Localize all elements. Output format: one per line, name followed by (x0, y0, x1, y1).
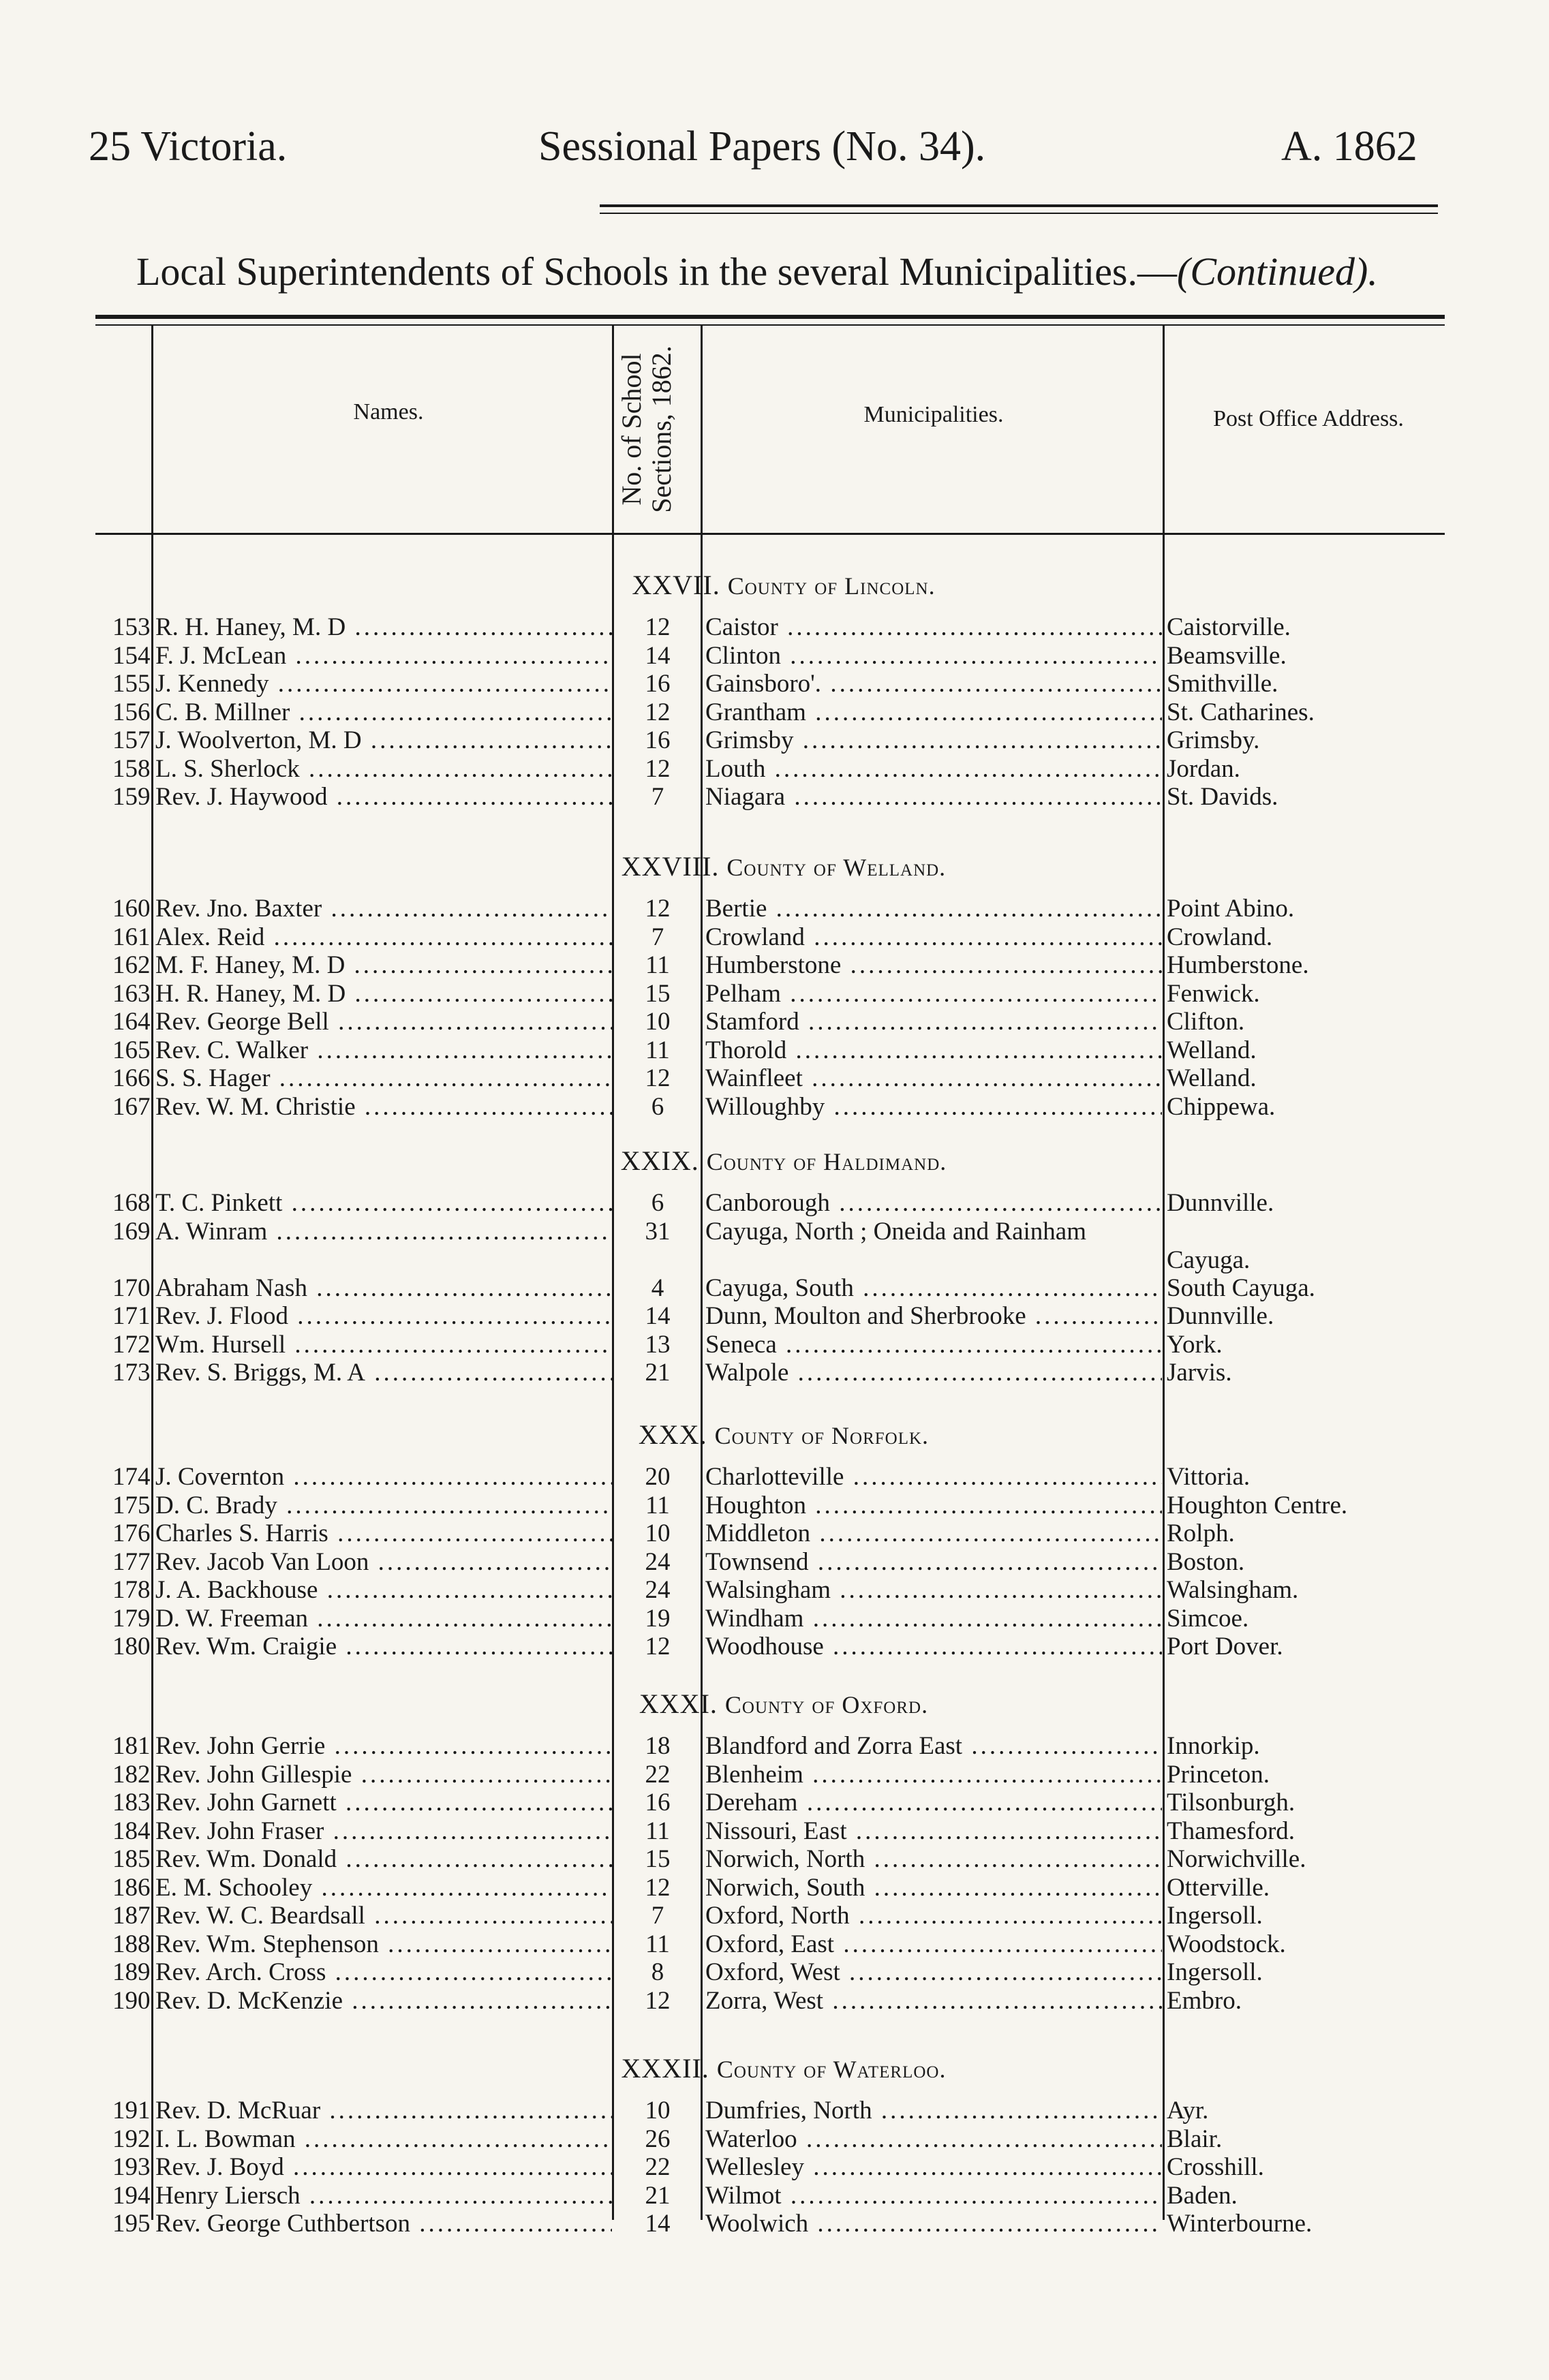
municipality: Caistor ..... (705, 613, 1162, 642)
post-office-address: Caistorville. (1167, 613, 1291, 641)
school-sections: 6 (651, 1189, 664, 1217)
municipality: Houghton ..... (705, 1492, 1162, 1520)
county-numeral: XXX. (638, 1419, 715, 1450)
post-office-address: Grimsby. (1167, 726, 1260, 754)
municipality: Dereham ..... (705, 1789, 1162, 1817)
municipality: Norwich, South ..... (705, 1874, 1162, 1902)
header-center: Sessional Papers (No. 34). (538, 123, 986, 170)
table-row (0, 951, 1549, 980)
table-row (0, 2182, 1549, 2210)
school-sections: 14 (645, 641, 671, 670)
table-row (0, 1633, 1549, 1661)
post-office-address: Walsingham. (1167, 1576, 1299, 1604)
post-office-address: Houghton Centre. (1167, 1491, 1348, 1519)
row-number: 178 (112, 1576, 151, 1604)
municipality: Oxford, West ..... (705, 1958, 1162, 1987)
post-office-address: Otterville. (1167, 1873, 1270, 1902)
row-number: 166 (112, 1064, 151, 1092)
superintendent-name: Rev. D. McKenzie ..... (155, 1987, 612, 2015)
row-number: 195 (112, 2210, 151, 2238)
table-row (0, 1930, 1549, 1959)
header-right: A. 1862 (1281, 123, 1417, 170)
post-office-address: Crosshill. (1167, 2153, 1264, 2181)
county-numeral: XXVII. (632, 570, 728, 600)
post-office-address: Welland. (1167, 1064, 1257, 1092)
table-row (0, 1064, 1549, 1093)
county-heading (136, 1145, 1431, 1177)
superintendent-name: D. C. Brady ..... (155, 1492, 612, 1520)
table-row (0, 1492, 1549, 1520)
row-number: 194 (112, 2181, 151, 2210)
table-row (0, 1463, 1549, 1492)
superintendent-name: Rev. W. M. Christie ..... (155, 1093, 612, 1122)
county-numeral: XXVIII. (621, 851, 727, 882)
county-heading (136, 1688, 1431, 1720)
post-office-address: Cayuga. (1167, 1246, 1251, 1274)
school-sections: 20 (645, 1463, 671, 1491)
row-number: 175 (112, 1491, 151, 1519)
school-sections: 15 (645, 1845, 671, 1873)
table-row (0, 2125, 1549, 2154)
table-row (0, 1189, 1549, 1218)
superintendent-name: H. R. Haney, M. D ..... (155, 980, 612, 1008)
post-office-address: Baden. (1167, 2181, 1238, 2210)
row-number: 168 (112, 1189, 151, 1217)
school-sections: 15 (645, 979, 671, 1008)
table-row (0, 783, 1549, 812)
superintendent-name: Rev. Wm. Stephenson ..... (155, 1930, 612, 1959)
school-sections: 12 (645, 1986, 671, 2015)
post-office-address: Smithville. (1167, 670, 1278, 698)
county-heading (136, 850, 1431, 882)
row-number: 159 (112, 783, 151, 811)
post-office-address: Ingersoll. (1167, 1958, 1263, 1986)
post-office-address: Ingersoll. (1167, 1902, 1263, 1930)
municipality: Grantham ..... (705, 698, 1162, 727)
county-name: County of Norfolk. (714, 1422, 930, 1449)
school-sections: 13 (645, 1330, 671, 1359)
row-number: 153 (112, 613, 151, 641)
municipality: Canborough ..... (705, 1189, 1162, 1218)
superintendent-name: T. C. Pinkett ..... (155, 1189, 612, 1218)
school-sections: 12 (645, 613, 671, 641)
row-number: 189 (112, 1958, 151, 1986)
post-office-address: Woodstock. (1167, 1930, 1286, 1958)
table-row (0, 1331, 1549, 1359)
municipality: Thorold ..... (705, 1036, 1162, 1065)
table-row (0, 1093, 1549, 1122)
superintendent-name: Rev. W. C. Beardsall ..... (155, 1902, 612, 1930)
table-row (0, 1874, 1549, 1902)
superintendent-name: L. S. Sherlock ..... (155, 755, 612, 784)
column-header-post-office: Post Office Address. (1213, 406, 1404, 431)
table-row (0, 698, 1549, 727)
municipality: Willoughby ..... (705, 1093, 1162, 1122)
post-office-address: Point Abino. (1167, 895, 1295, 923)
table-row (0, 1605, 1549, 1633)
post-office-address: Jordan. (1167, 754, 1240, 783)
school-sections: 21 (645, 2181, 671, 2210)
superintendent-name: Rev. John Gerrie ..... (155, 1732, 612, 1761)
municipality: Bertie ..... (705, 895, 1162, 923)
post-office-address: Rolph. (1167, 1519, 1235, 1547)
row-number: 167 (112, 1092, 151, 1121)
superintendent-name: J. Woolverton, M. D ..... (155, 726, 612, 755)
header-rule (600, 204, 1438, 207)
superintendent-name: Wm. Hursell ..... (155, 1331, 612, 1359)
page-title (136, 249, 1378, 294)
county-heading (136, 1419, 1431, 1451)
superintendent-name: M. F. Haney, M. D ..... (155, 951, 612, 980)
row-number: 187 (112, 1902, 151, 1930)
table-row (0, 1958, 1549, 1987)
row-number: 172 (112, 1330, 151, 1359)
post-office-address: Crowland. (1167, 923, 1273, 951)
municipality: Windham ..... (705, 1605, 1162, 1633)
post-office-address: Clifton. (1167, 1008, 1245, 1036)
table-row (0, 613, 1549, 642)
school-sections: 12 (645, 1633, 671, 1660)
table-row (0, 2097, 1549, 2125)
school-sections: 24 (645, 1547, 671, 1576)
school-sections: 19 (645, 1604, 671, 1633)
municipality: Woolwich ..... (705, 2210, 1162, 2238)
school-sections: 11 (645, 1491, 670, 1519)
post-office-address: St. Davids. (1167, 783, 1278, 811)
superintendent-name: Rev. S. Briggs, M. A ..... (155, 1359, 612, 1387)
post-office-address: Welland. (1167, 1036, 1257, 1064)
school-sections: 12 (645, 698, 671, 726)
table-top-rule (95, 315, 1445, 319)
post-office-address: Winterbourne. (1167, 2210, 1313, 2238)
row-number: 177 (112, 1547, 151, 1576)
row-number: 155 (112, 670, 151, 698)
county-heading (136, 2052, 1431, 2084)
row-number: 181 (112, 1732, 151, 1760)
row-number: 191 (112, 2097, 151, 2124)
municipality: Norwich, North ..... (705, 1845, 1162, 1874)
municipality: Wainfleet ..... (705, 1064, 1162, 1093)
municipality: Stamford ..... (705, 1008, 1162, 1036)
municipality: Clinton ..... (705, 642, 1162, 670)
county-heading (136, 569, 1431, 601)
table-row (0, 1359, 1549, 1387)
municipality: Humberstone ..... (705, 951, 1162, 980)
table-row (0, 1519, 1549, 1548)
school-sections: 4 (651, 1273, 664, 1302)
superintendent-name: J. A. Backhouse ..... (155, 1576, 612, 1605)
superintendent-name: Rev. C. Walker ..... (155, 1036, 612, 1065)
municipality: Charlotteville ..... (705, 1463, 1162, 1492)
post-office-address: Port Dover. (1167, 1633, 1283, 1660)
post-office-address: Tilsonburgh. (1167, 1789, 1295, 1817)
superintendent-name: I. L. Bowman ..... (155, 2125, 612, 2154)
post-office-address: Blair. (1167, 2124, 1223, 2153)
municipality: Middleton ..... (705, 1519, 1162, 1548)
column-header-sections: No. of School Sections, 1862. (616, 345, 677, 513)
municipality: Waterloo ..... (705, 2125, 1162, 2154)
post-office-address: Fenwick. (1167, 979, 1260, 1008)
school-sections: 16 (645, 1789, 671, 1817)
row-number: 161 (112, 923, 151, 951)
school-sections: 24 (645, 1576, 671, 1604)
superintendent-name: Rev. D. McRuar ..... (155, 2097, 612, 2125)
row-number: 179 (112, 1604, 151, 1633)
school-sections: 31 (645, 1217, 671, 1246)
row-number: 192 (112, 2124, 151, 2153)
row-number: 176 (112, 1519, 151, 1547)
superintendent-name: Rev. Wm. Donald ..... (155, 1845, 612, 1874)
table-row (0, 1218, 1549, 1275)
row-number: 190 (112, 1986, 151, 2015)
superintendent-name: Rev. John Garnett ..... (155, 1789, 612, 1817)
table-row (0, 1548, 1549, 1577)
column-header-names: Names. (353, 399, 424, 424)
school-sections: 22 (645, 1760, 671, 1789)
school-sections: 26 (645, 2124, 671, 2153)
table-top-rule-thin (95, 324, 1445, 326)
page-header (0, 123, 1549, 177)
school-sections: 11 (645, 1930, 670, 1958)
municipality: Cayuga, North ; Oneida and Rainham (705, 1217, 1086, 1246)
table-row (0, 642, 1549, 670)
superintendent-name: S. S. Hager ..... (155, 1064, 612, 1093)
school-sections: 10 (645, 1519, 671, 1547)
county-numeral: XXXI. (639, 1688, 725, 1719)
table-row (0, 726, 1549, 755)
superintendent-name: Rev. J. Haywood ..... (155, 783, 612, 812)
table-row (0, 2210, 1549, 2238)
municipality: Woodhouse ..... (705, 1633, 1162, 1661)
superintendent-name: Rev. John Fraser ..... (155, 1817, 612, 1846)
table-row (0, 1576, 1549, 1605)
superintendent-name: Rev. George Cuthbertson ..... (155, 2210, 612, 2238)
row-number: 171 (112, 1302, 151, 1330)
superintendent-name: Rev. Wm. Craigie ..... (155, 1633, 612, 1661)
post-office-address: St. Catharines. (1167, 698, 1315, 726)
table-row (0, 1761, 1549, 1789)
table-row (0, 1008, 1549, 1036)
superintendent-name: D. W. Freeman ..... (155, 1605, 612, 1633)
post-office-address: Ayr. (1167, 2097, 1209, 2124)
row-number: 157 (112, 726, 151, 754)
post-office-address: Boston. (1167, 1547, 1245, 1576)
superintendent-name: Charles S. Harris ..... (155, 1519, 612, 1548)
municipality: Seneca ..... (705, 1331, 1162, 1359)
superintendent-name: C. B. Millner ..... (155, 698, 612, 727)
table-row (0, 1732, 1549, 1761)
municipality: Grimsby ..... (705, 726, 1162, 755)
school-sections: 16 (645, 670, 671, 698)
superintendent-name: R. H. Haney, M. D ..... (155, 613, 612, 642)
table-row (0, 1302, 1549, 1331)
municipality: Zorra, West ..... (705, 1987, 1162, 2015)
superintendent-name: Rev. J. Boyd ..... (155, 2153, 612, 2182)
municipality: Gainsboro'. ..... (705, 670, 1162, 698)
row-number: 193 (112, 2153, 151, 2181)
post-office-address: Beamsville. (1167, 641, 1287, 670)
superintendent-name: Rev. George Bell ..... (155, 1008, 612, 1036)
row-number: 186 (112, 1873, 151, 1902)
school-sections: 7 (651, 1902, 664, 1930)
table-row (0, 1274, 1549, 1303)
post-office-address: Norwichville. (1167, 1845, 1306, 1873)
table-row (0, 670, 1549, 698)
municipality: Wilmot ..... (705, 2182, 1162, 2210)
row-number: 164 (112, 1008, 151, 1036)
table-row (0, 1845, 1549, 1874)
table-row (0, 980, 1549, 1008)
school-sections: 12 (645, 754, 671, 783)
superintendent-name: F. J. McLean ..... (155, 642, 612, 670)
table-row (0, 1036, 1549, 1065)
superintendent-name: Alex. Reid ..... (155, 923, 612, 952)
post-office-address: Thamesford. (1167, 1817, 1295, 1845)
row-number: 188 (112, 1930, 151, 1958)
school-sections: 11 (645, 1817, 670, 1845)
table-row (0, 1789, 1549, 1817)
municipality: Crowland ..... (705, 923, 1162, 952)
post-office-address: Simcoe. (1167, 1604, 1249, 1633)
school-sections: 7 (651, 783, 664, 811)
county-numeral: XXIX. (620, 1145, 707, 1176)
school-sections: 21 (645, 1359, 671, 1387)
superintendent-name: Abraham Nash ..... (155, 1274, 612, 1303)
table-row (0, 2153, 1549, 2182)
school-sections: 14 (645, 2210, 671, 2238)
municipality: Walpole ..... (705, 1359, 1162, 1387)
post-office-address: Chippewa. (1167, 1092, 1276, 1121)
row-number: 170 (112, 1273, 151, 1302)
post-office-address: Humberstone. (1167, 951, 1309, 979)
row-number: 180 (112, 1633, 151, 1660)
superintendent-name: A. Winram ..... (155, 1218, 612, 1246)
row-number: 184 (112, 1817, 151, 1845)
table-row (0, 923, 1549, 952)
municipality: Niagara ..... (705, 783, 1162, 812)
post-office-address: York. (1167, 1330, 1223, 1359)
row-number: 183 (112, 1789, 151, 1817)
county-name: County of Waterloo. (716, 2056, 947, 2083)
school-sections: 18 (645, 1732, 671, 1760)
row-number: 163 (112, 979, 151, 1008)
table-row (0, 1902, 1549, 1930)
header-left: 25 Victoria. (89, 123, 288, 170)
municipality: Blenheim ..... (705, 1761, 1162, 1789)
post-office-address: Jarvis. (1167, 1359, 1232, 1387)
municipality: Louth ..... (705, 755, 1162, 784)
municipality: Walsingham ..... (705, 1576, 1162, 1605)
post-office-address: Dunnville. (1167, 1189, 1274, 1217)
municipality: Oxford, East ..... (705, 1930, 1162, 1959)
row-number: 174 (112, 1463, 151, 1491)
header-rule-lower (600, 213, 1438, 214)
municipality: Wellesley ..... (705, 2153, 1162, 2182)
post-office-address: South Cayuga. (1167, 1273, 1315, 1302)
post-office-address: Embro. (1167, 1986, 1242, 2015)
row-number: 173 (112, 1359, 151, 1387)
school-sections: 14 (645, 1302, 671, 1330)
superintendent-name: E. M. Schooley ..... (155, 1874, 612, 1902)
county-numeral: XXXII. (621, 2053, 717, 2084)
school-sections: 6 (651, 1092, 664, 1121)
school-sections: 8 (651, 1958, 664, 1986)
row-number: 160 (112, 895, 151, 923)
school-sections: 22 (645, 2153, 671, 2181)
county-name: County of Haldimand. (706, 1148, 947, 1175)
municipality: Cayuga, South ..... (705, 1274, 1162, 1303)
municipality: Dunn, Moulton and Sherbrooke ..... (705, 1302, 1162, 1331)
school-sections: 10 (645, 2097, 671, 2124)
header-bottom-rule (95, 533, 1445, 535)
school-sections: 16 (645, 726, 671, 754)
table-row (0, 1987, 1549, 2015)
municipality: Dumfries, North ..... (705, 2097, 1162, 2125)
row-number: 169 (112, 1217, 151, 1246)
table-row (0, 1817, 1549, 1846)
superintendent-name: Rev. J. Flood ..... (155, 1302, 612, 1331)
post-office-address: Princeton. (1167, 1760, 1270, 1789)
school-sections: 7 (651, 923, 664, 951)
municipality: Townsend ..... (705, 1548, 1162, 1577)
row-number: 162 (112, 951, 151, 979)
municipality: Blandford and Zorra East ..... (705, 1732, 1162, 1761)
table-row (0, 895, 1549, 923)
school-sections: 11 (645, 951, 670, 979)
county-name: County of Oxford. (724, 1691, 929, 1718)
superintendent-name: Rev. Arch. Cross ..... (155, 1958, 612, 1987)
county-name: County of Welland. (726, 854, 947, 881)
row-number: 158 (112, 754, 151, 783)
superintendent-name: Rev. Jacob Van Loon ..... (155, 1548, 612, 1577)
row-number: 156 (112, 698, 151, 726)
post-office-address: Vittoria. (1167, 1463, 1251, 1491)
column-header-municipalities: Municipalities. (863, 402, 1004, 427)
superintendent-name: J. Covernton ..... (155, 1463, 612, 1492)
school-sections: 11 (645, 1036, 670, 1064)
school-sections: 12 (645, 895, 671, 923)
school-sections: 10 (645, 1008, 671, 1036)
school-sections: 12 (645, 1873, 671, 1902)
school-sections: 12 (645, 1064, 671, 1092)
superintendent-name: Rev. John Gillespie ..... (155, 1761, 612, 1789)
municipality: Oxford, North ..... (705, 1902, 1162, 1930)
row-number: 185 (112, 1845, 151, 1873)
superintendent-name: Rev. Jno. Baxter ..... (155, 895, 612, 923)
superintendent-name: J. Kennedy ..... (155, 670, 612, 698)
post-office-address: Dunnville. (1167, 1302, 1274, 1330)
county-name: County of Lincoln. (727, 572, 936, 600)
title-main: Local Superintendents of Schools in the several Municipalities.— (136, 249, 1178, 294)
table-row (0, 755, 1549, 784)
post-office-address: Innorkip. (1167, 1732, 1260, 1760)
superintendent-name: Henry Liersch ..... (155, 2182, 612, 2210)
row-number: 154 (112, 641, 151, 670)
row-number: 165 (112, 1036, 151, 1064)
municipality: Pelham ..... (705, 980, 1162, 1008)
municipality: Nissouri, East ..... (705, 1817, 1162, 1846)
title-continued: (Continued). (1177, 249, 1378, 294)
row-number: 182 (112, 1760, 151, 1789)
